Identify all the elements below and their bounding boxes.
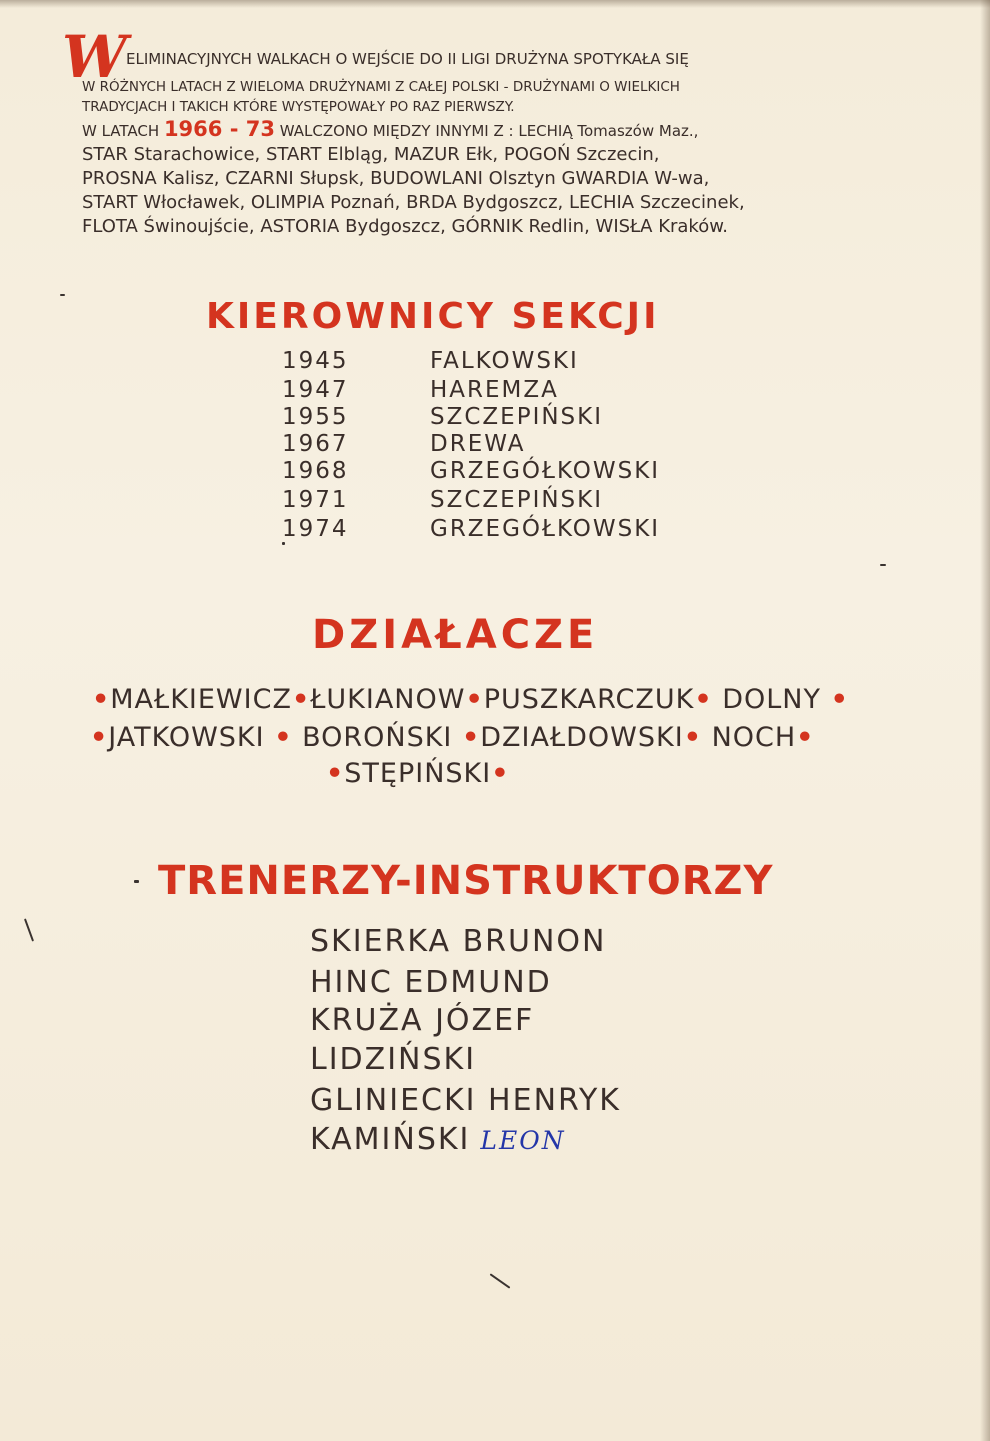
dzialacz-name: DOLNY	[722, 684, 821, 715]
kierownik-name: GRZEGÓŁKOWSKI	[430, 516, 661, 542]
separator-dot: •	[491, 758, 510, 789]
kierownik-name: HAREMZA	[430, 377, 559, 403]
intro-line-2: W RÓŻNYCH LATACH Z WIELOMA DRUŻYNAMI Z CAŁEJ POLSKI - DRUŻYNAMI O WIELKICH	[82, 79, 680, 95]
trener-row-last	[310, 1122, 566, 1157]
separator-dot: •	[326, 758, 345, 789]
separator-dot: •	[683, 722, 702, 753]
intro-line-3: TRADYCJACH I TAKICH KTÓRE WYSTĘPOWAŁY PO RAZ PIERWSZY.	[82, 99, 515, 115]
dzialacz-name: BOROŃSKI	[302, 722, 453, 753]
years-range: 1966 - 73	[163, 117, 275, 141]
dzialacz-name: MAŁKIEWICZ	[110, 684, 292, 715]
years-prefix: W LATACH	[82, 122, 160, 140]
paper-mark	[490, 1273, 511, 1288]
dzialacz-name: ŁUKIANOW	[310, 684, 466, 715]
trener-name: KAMIŃSKI	[310, 1122, 471, 1157]
kierownik-name: DREWA	[430, 431, 526, 457]
dzialacz-name: NOCH	[711, 722, 797, 753]
kierownik-name: SZCZEPIŃSKI	[430, 404, 604, 430]
separator-dot: •	[694, 684, 713, 715]
kierownicy-title: KIEROWNICY SEKCJI	[206, 296, 660, 337]
trener-first-name-handwritten: LEON	[480, 1126, 566, 1155]
kierownik-year: 1971	[282, 487, 349, 513]
separator-dot: •	[92, 684, 111, 715]
kierownik-year: 1967	[282, 431, 349, 457]
kierownik-year: 1947	[282, 377, 349, 403]
dzialacz-name: DZIAŁDOWSKI	[480, 722, 684, 753]
kierownik-year: 1968	[282, 458, 349, 484]
page-edge-top	[0, 0, 990, 8]
separator-dot: •	[274, 722, 293, 753]
intro-line-1: ELIMINACYJNYCH WALKACH O WEJŚCIE DO II LIGI DRUŻYNA SPOTYKAŁA SIĘ	[126, 50, 689, 68]
separator-dot: •	[90, 722, 109, 753]
intro-line-years	[82, 117, 699, 141]
kierownik-name: SZCZEPIŃSKI	[430, 487, 604, 513]
clubs-line-4: FLOTA Świnoujście, ASTORIA Bydgoszcz, GÓRNIK Redlin, WISŁA Kraków.	[82, 216, 729, 237]
trener-name: SKIERKA BRUNON	[310, 924, 607, 959]
trener-name: HINC EDMUND	[310, 965, 552, 1000]
separator-dot: •	[830, 684, 849, 715]
years-suffix: WALCZONO MIĘDZY INNYMI Z : LECHIĄ Tomaszów Maz.,	[279, 122, 699, 140]
separator-dot: •	[291, 684, 311, 715]
trener-name: KRUŻA JÓZEF	[310, 1003, 535, 1038]
separator-dot: •	[796, 722, 815, 753]
kierownik-name: FALKOWSKI	[430, 348, 579, 374]
trener-name: GLINIECKI HENRYK	[310, 1083, 621, 1118]
dzialacz-name: STĘPIŃSKI	[344, 758, 492, 789]
dzialacze-line-2	[90, 722, 814, 753]
dzialacz-name: PUSZKARCZUK	[483, 684, 695, 715]
dzialacz-name: JATKOWSKI	[108, 722, 265, 753]
dzialacze-title: DZIAŁACZE	[312, 612, 599, 658]
clubs-line-3: START Włocławek, OLIMPIA Poznań, BRDA Bydgoszcz, LECHIA Szczecinek,	[82, 192, 745, 213]
clubs-line-2: PROSNA Kalisz, CZARNI Słupsk, BUDOWLANI Olsztyn GWARDIA W-wa,	[82, 168, 710, 189]
page-edge-right	[980, 0, 990, 1441]
kierownik-name: GRZEGÓŁKOWSKI	[430, 458, 661, 484]
kierownik-year: 1974	[282, 516, 349, 542]
dzialacze-line-3	[326, 758, 509, 789]
clubs-line-1: STAR Starachowice, START Elbląg, MAZUR Ełk, POGOŃ Szczecin,	[82, 144, 660, 165]
paper-speck	[134, 880, 139, 883]
paper-speck	[282, 542, 285, 545]
kierownik-year: 1955	[282, 404, 349, 430]
kierownik-year: 1945	[282, 348, 349, 374]
paper-speck	[880, 564, 886, 566]
paper-speck	[60, 294, 65, 296]
dzialacze-line-1	[92, 684, 849, 715]
separator-dot: •	[465, 684, 484, 715]
trener-name: LIDZIŃSKI	[310, 1042, 477, 1077]
trenerzy-title: TRENERZY-INSTRUKTORZY	[158, 858, 774, 904]
separator-dot: •	[461, 722, 481, 753]
paper-mark	[24, 918, 34, 941]
decorative-initial: W	[62, 23, 128, 91]
